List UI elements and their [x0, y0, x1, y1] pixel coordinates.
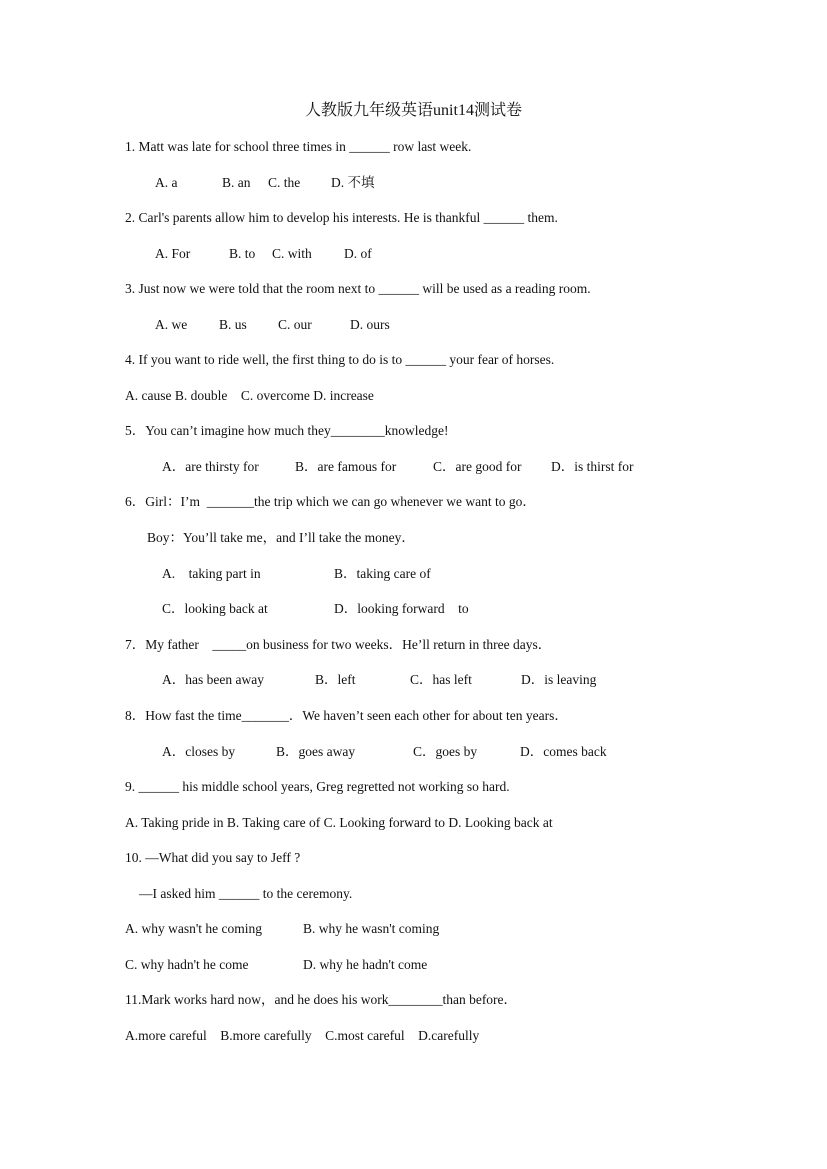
question-stem: 1. Matt was late for school three times in ______ row last week. [125, 139, 472, 154]
option-b: B．goes away [276, 744, 356, 759]
document-title: 人教版九年级英语unit14测试卷 [305, 102, 522, 119]
option-d: D. 不填 [331, 175, 375, 190]
question-stem: 4. If you want to ride well, the first thing to do is to ______ your fear of horses. [125, 352, 555, 367]
option-b: B．are famous for [295, 459, 397, 474]
option-d: D. why he hadn't come [303, 957, 428, 972]
option-c: C. the [268, 175, 301, 190]
option-a: A．has been away [162, 672, 264, 687]
option-b: B. an [222, 175, 251, 190]
option-a: A. why wasn't he coming [125, 921, 263, 936]
option-d: D. ours [350, 317, 390, 332]
option-b: B. to [229, 246, 256, 261]
option-a: A. a [155, 175, 178, 190]
option-a: A. we [155, 317, 188, 332]
option-d: D．looking forward to [334, 601, 469, 616]
question-stem: 2. Carl's parents allow him to develop his interests. He is thankful ______ them. [125, 210, 558, 225]
question-stem: 3. Just now we were told that the room next to ______ will be used as a reading room. [125, 281, 591, 296]
option-a: A．are thirsty for [162, 459, 259, 474]
option-a: A. taking part in [162, 566, 261, 581]
question-stem: 8．How fast the time_______．We haven’t seen each other for about ten years． [125, 708, 568, 723]
question-stem: 10. —What did you say to Jeff ? [125, 850, 301, 865]
option-c: C. why hadn't he come [125, 957, 249, 972]
options-line: A. Taking pride in B. Taking care of C. Looking forward to D. Looking back at [125, 815, 553, 830]
option-c: C．are good for [433, 459, 522, 474]
question-stem: 5．You can’t imagine how much they________knowledge! [125, 423, 449, 438]
option-c: C. with [272, 246, 312, 261]
option-d: D．is thirst for [551, 459, 634, 474]
option-b: B. us [219, 317, 247, 332]
option-c: C. our [278, 317, 312, 332]
question-stem: 7．My father _____on business for two weeks．He’ll return in three days． [125, 637, 552, 652]
option-b: B．left [315, 672, 356, 687]
options-line: A. cause B. double C. overcome D. increase [125, 388, 374, 403]
option-d: D．is leaving [521, 672, 597, 687]
option-a: A. For [155, 246, 191, 261]
question-stem: 9. ______ his middle school years, Greg regretted not working so hard. [125, 779, 510, 794]
option-d: D．comes back [520, 744, 607, 759]
question-stem: 6．Girl：I’m _______the trip which we can go whenever we want to go． [125, 494, 536, 509]
option-b: B. why he wasn't coming [303, 921, 440, 936]
option-d: D. of [344, 246, 372, 261]
option-c: C．looking back at [162, 601, 268, 616]
option-b: B．taking care of [334, 566, 431, 581]
option-c: C．has left [410, 672, 472, 687]
option-c: C．goes by [413, 744, 478, 759]
options-line: A.more careful B.more carefully C.most careful D.carefully [125, 1028, 480, 1043]
option-a: A．closes by [162, 744, 236, 759]
question-stem: 11.Mark works hard now，and he does his work________than before． [125, 992, 518, 1007]
dialog-line: —I asked him ______ to the ceremony. [139, 886, 353, 901]
dialog-line: Boy：You’ll take me，and I’ll take the money． [147, 530, 415, 545]
